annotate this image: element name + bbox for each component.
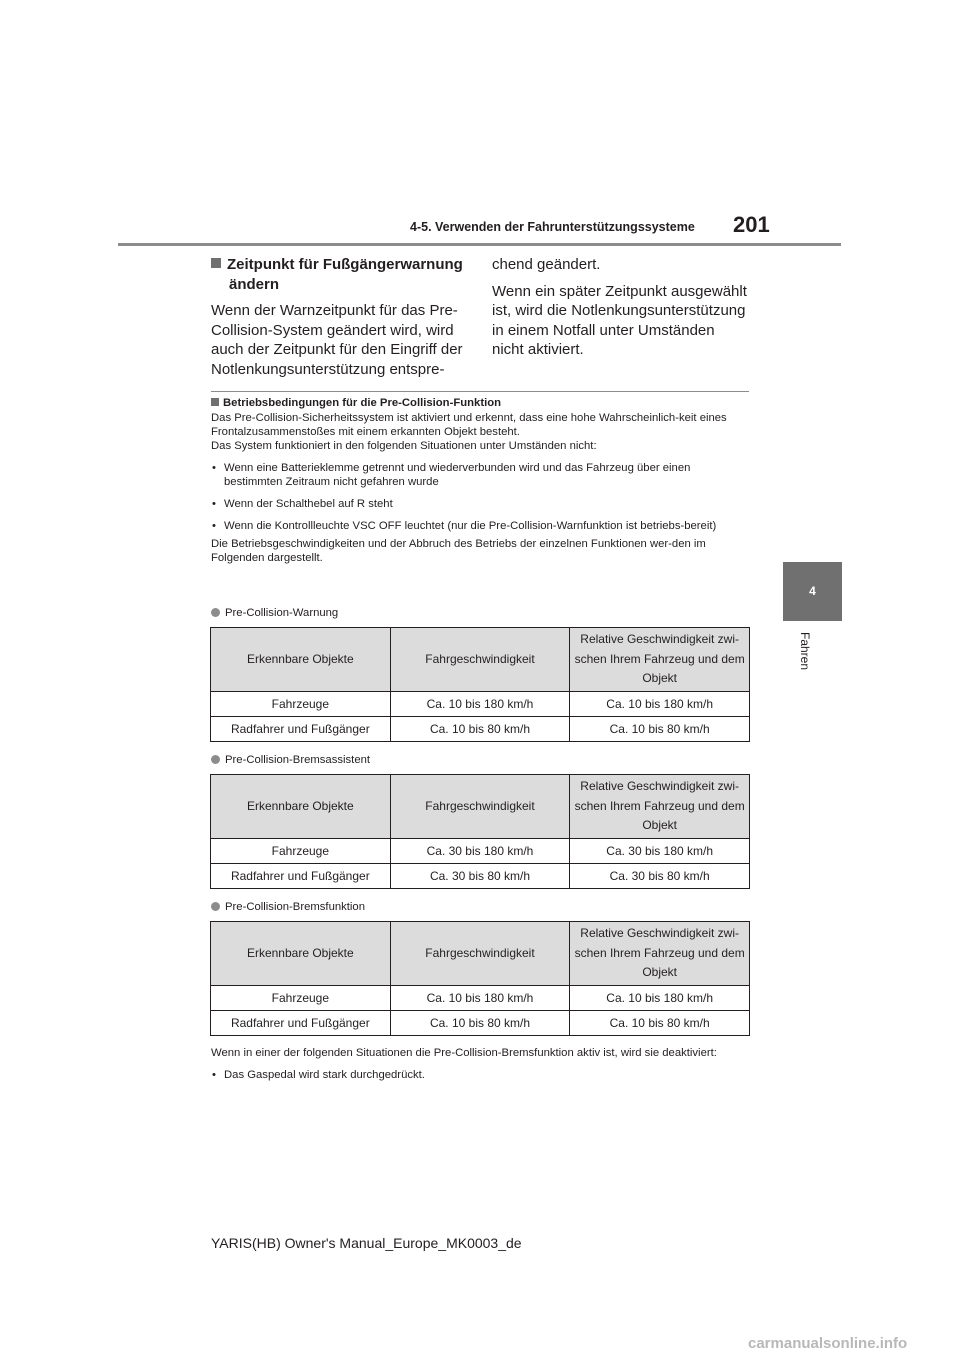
table-cell: Radfahrer und Fußgänger (211, 864, 391, 889)
note-bullet: • Wenn der Schalthebel auf R steht (211, 497, 751, 511)
header-cell: Fahrgeschwindigkeit (390, 628, 570, 692)
table-row (211, 1011, 750, 1036)
header-cell: Erkennbare Objekte (211, 628, 391, 692)
square-bullet-icon (211, 398, 219, 406)
note-block (211, 396, 751, 565)
table-cell: Fahrzeuge (211, 839, 391, 864)
table-title (211, 900, 751, 914)
table-cell: Fahrzeuge (211, 692, 391, 717)
chapter-name (783, 628, 842, 688)
closing-block (211, 1046, 751, 1082)
paragraph-left: Wenn der Warnzeitpunkt für das Pre-Collision-System geändert wird, wird auch der Zeitpunkt für den Eingriff der Notlenkungsunterstützung entspre- (211, 302, 463, 378)
table-cell: Ca. 10 bis 80 km/h (570, 1011, 750, 1036)
page-number: 201 (733, 212, 770, 237)
heading-text: Zeitpunkt für Fußgängerwarnung ändern (227, 256, 463, 293)
left-column (211, 255, 473, 379)
table-cell: Ca. 10 bis 180 km/h (570, 692, 750, 717)
note-bullet: • Wenn eine Batterieklemme getrennt und wiederverbunden wird und das Fahrzeug über einen bestimmten Zeitraum nicht gefahren wurde (211, 461, 751, 489)
speeds-intro: Die Betriebsgeschwindigkeiten und der Abbruch des Betriebs der einzelnen Funktionen wer-den im Folgenden dargestellt. (211, 538, 706, 564)
table-cell: Ca. 10 bis 80 km/h (390, 717, 570, 742)
table-cell: Fahrzeuge (211, 986, 391, 1011)
circle-bullet-icon (211, 902, 220, 911)
header-cell: Erkennbare Objekte (211, 922, 391, 986)
chapter-name-label: Fahren (798, 632, 812, 671)
header-divider (118, 243, 841, 246)
closing-bullet: • Das Gaspedal wird stark durchgedrückt. (211, 1068, 751, 1082)
note-divider (211, 391, 749, 392)
table-cell: Ca. 30 bis 180 km/h (390, 839, 570, 864)
right-column (492, 255, 750, 360)
speed-table (210, 921, 750, 1036)
manual-id: YARIS(HB) Owner's Manual_Europe_MK0003_de (211, 1235, 522, 1251)
square-bullet-icon (211, 258, 221, 268)
table-cell: Ca. 10 bis 80 km/h (570, 717, 750, 742)
note-heading (211, 396, 751, 410)
section-heading (211, 255, 473, 294)
table-row (211, 717, 750, 742)
speed-table (210, 774, 750, 889)
table-title-text: Pre-Collision-Warnung (225, 607, 339, 619)
table-row (211, 839, 750, 864)
section-title: 4-5. Verwenden der Fahrunterstützungssysteme (410, 220, 695, 234)
table-title-text: Pre-Collision-Bremsfunktion (225, 901, 366, 913)
note-intro-2: Das System funktioniert in den folgenden Situationen unter Umständen nicht: (211, 440, 597, 452)
header-cell: Relative Geschwindigkeit zwi-schen Ihrem Fahrzeug und dem Objekt (570, 775, 750, 839)
table-cell: Ca. 10 bis 180 km/h (390, 986, 570, 1011)
table-cell: Ca. 10 bis 80 km/h (390, 1011, 570, 1036)
chapter-tab: 4 (783, 562, 842, 621)
note-bullet: • Wenn die Kontrollleuchte VSC OFF leuchtet (nur die Pre-Collision-Warnfunktion ist betriebs-bereit) (211, 519, 751, 533)
table-row (211, 864, 750, 889)
table-title (211, 606, 751, 620)
paragraph-right-2: Wenn ein später Zeitpunkt ausgewählt ist, wird die Notlenkungsunterstützung in einem Notfall unter Umständen nicht aktiviert. (492, 282, 747, 358)
header-cell: Relative Geschwindigkeit zwi-schen Ihrem Fahrzeug und dem Objekt (570, 922, 750, 986)
note-intro-1: Das Pre-Collision-Sicherheitssystem ist aktiviert und erkennt, dass eine hohe Wahrscheinlich-keit eines Frontalzusammenstoßes mit einem erkannten Objekt besteht. (211, 412, 727, 438)
table-cell: Radfahrer und Fußgänger (211, 717, 391, 742)
table-cell: Ca. 30 bis 80 km/h (390, 864, 570, 889)
table-cell: Ca. 10 bis 180 km/h (570, 986, 750, 1011)
table-header-row (211, 628, 750, 692)
table-cell: Ca. 10 bis 180 km/h (390, 692, 570, 717)
header-cell: Fahrgeschwindigkeit (390, 922, 570, 986)
paragraph-right-1: chend geändert. (492, 256, 601, 273)
table-cell: Ca. 30 bis 80 km/h (570, 864, 750, 889)
header-cell: Erkennbare Objekte (211, 775, 391, 839)
speed-table (210, 627, 750, 742)
header-cell: Relative Geschwindigkeit zwi-schen Ihrem Fahrzeug und dem Objekt (570, 628, 750, 692)
table-header-row (211, 922, 750, 986)
closing-text: Wenn in einer der folgenden Situationen die Pre-Collision-Bremsfunktion aktiv ist, wird sie deaktiviert: (211, 1047, 717, 1059)
circle-bullet-icon (211, 608, 220, 617)
table-title (211, 753, 751, 767)
table-cell: Radfahrer und Fußgänger (211, 1011, 391, 1036)
table-row (211, 986, 750, 1011)
table-title-text: Pre-Collision-Bremsassistent (225, 754, 371, 766)
header-cell: Fahrgeschwindigkeit (390, 775, 570, 839)
table-cell: Ca. 30 bis 180 km/h (570, 839, 750, 864)
table-row (211, 692, 750, 717)
table-header-row (211, 775, 750, 839)
note-heading-text: Betriebsbedingungen für die Pre-Collision-Funktion (223, 397, 502, 409)
watermark: carmanualsonline.info (748, 1335, 908, 1352)
circle-bullet-icon (211, 755, 220, 764)
